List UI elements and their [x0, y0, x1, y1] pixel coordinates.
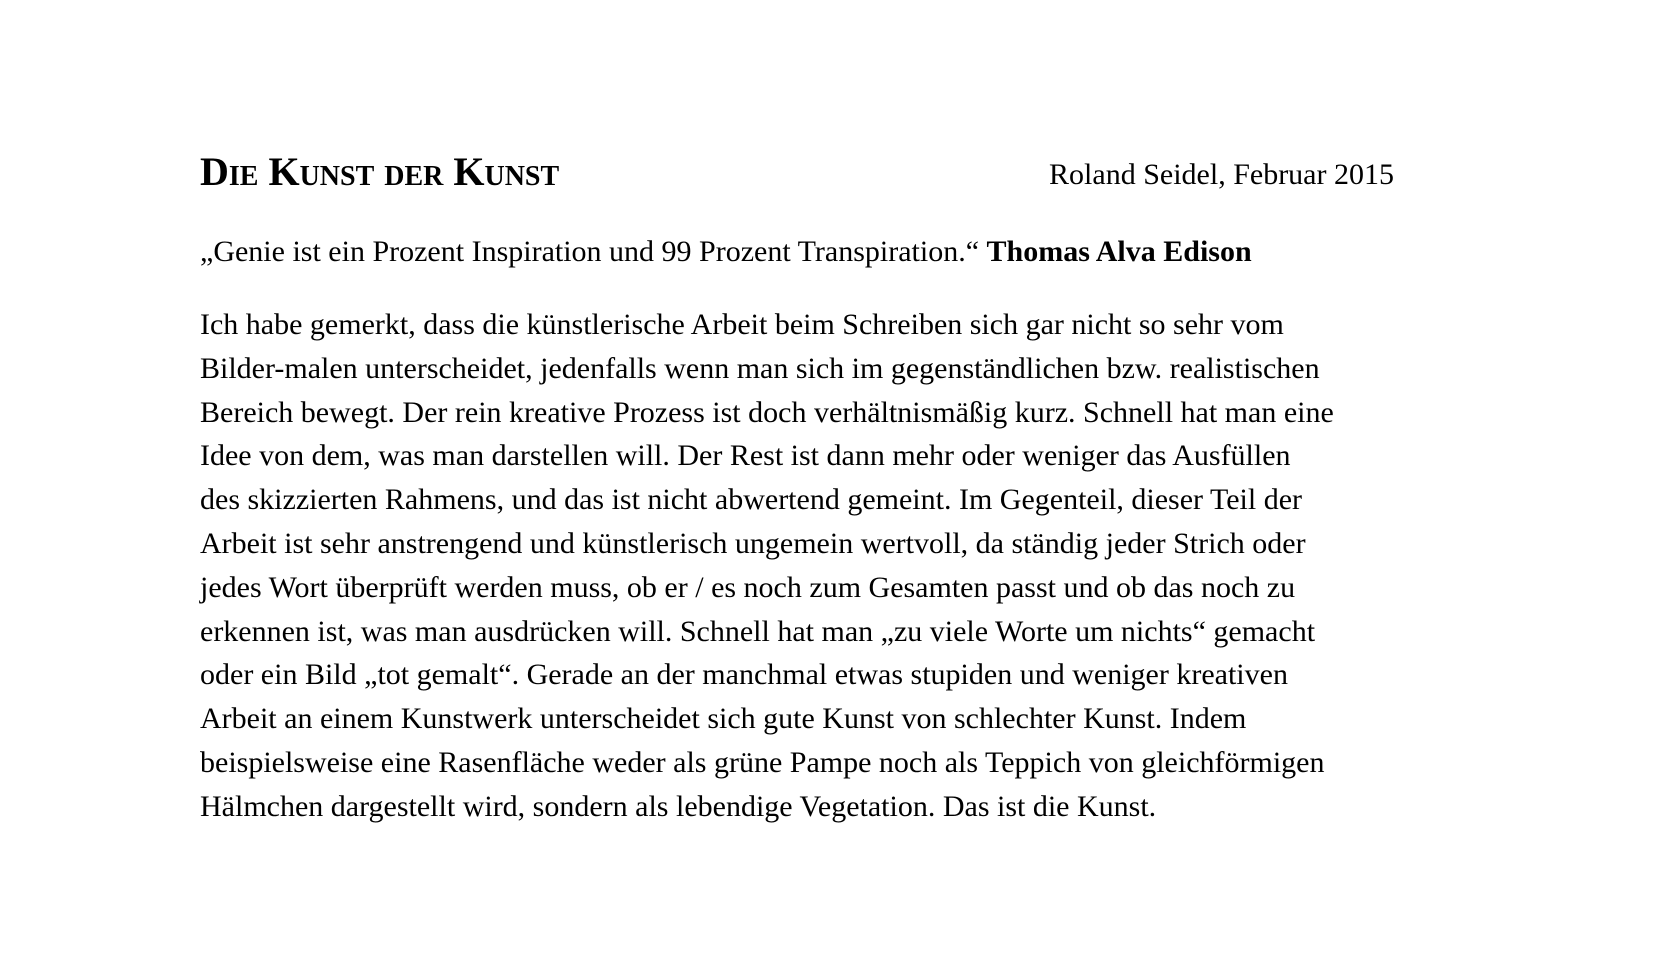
body-line: Ich habe gemerkt, dass die künstlerische Arbeit beim Schreiben sich gar nicht so sehr vom [200, 308, 1284, 341]
body-line: beispielsweise eine Rasenfläche weder als grüne Pampe noch als Teppich von gleichförmigen [200, 745, 1325, 779]
document-title: Die Kunst der Kunst [200, 149, 560, 194]
body-line: des skizzierten Rahmens, und das ist nicht abwertend gemeint. Im Gegenteil, dieser Teil der [200, 483, 1303, 517]
body-line: Hälmchen dargestellt wird, sondern als lebendige Vegetation. Das ist die Kunst. [200, 789, 1157, 823]
author-date-byline: Roland Seidel, Februar 2015 [1049, 158, 1394, 191]
body-line: Arbeit an einem Kunstwerk unterscheidet sich gute Kunst von schlechter Kunst. Indem [200, 702, 1247, 736]
body-line: Idee von dem, was man darstellen will. Der Rest ist dann mehr oder weniger das Ausfüllen [200, 439, 1291, 473]
body-line: Arbeit ist sehr anstrengend und künstlerisch ungemein wertvoll, da ständig jeder Strich oder [200, 526, 1306, 560]
epigraph-author: Thomas Alva Edison [986, 235, 1252, 268]
epigraph [200, 232, 1252, 272]
body-line: Bilder-malen unterscheidet, jedenfalls wenn man sich im gegenständlichen bzw. realistischen [200, 351, 1320, 385]
body-line: jedes Wort überprüft werden muss, ob er / es noch zum Gesamten passt und ob das noch zu [200, 570, 1296, 604]
body-line: Bereich bewegt. Der rein kreative Prozess ist doch verhältnismäßig kurz. Schnell hat man eine [200, 395, 1334, 429]
epigraph-quote: „Genie ist ein Prozent Inspiration und 99 Prozent Transpiration.“ [200, 235, 980, 268]
body-line: oder ein Bild „tot gemalt“. Gerade an der manchmal etwas stupiden und weniger kreativen [200, 658, 1288, 692]
body-line: erkennen ist, was man ausdrücken will. Schnell hat man „zu viele Worte um nichts“ gemacht [200, 614, 1316, 648]
body-paragraph [200, 303, 1490, 829]
